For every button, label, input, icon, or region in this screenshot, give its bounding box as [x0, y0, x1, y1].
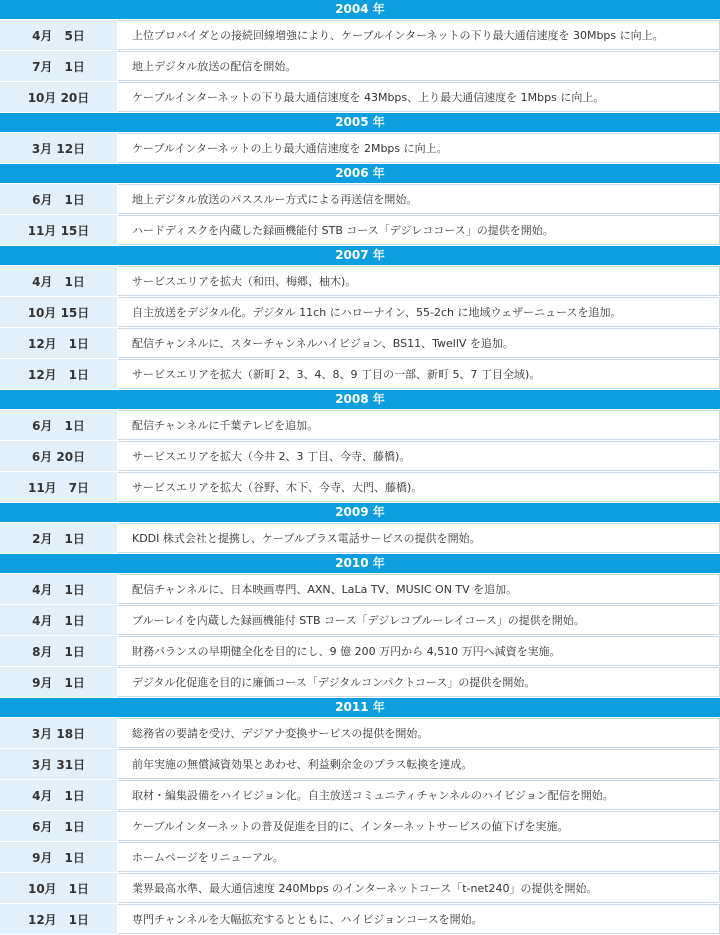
- event-row: [0, 441, 720, 472]
- event-description: サービスエリアを拡大（今井 2、3 丁目、今寺、藤橋)。: [118, 441, 720, 471]
- year-section: [0, 698, 720, 935]
- year-header: 2005 年: [0, 113, 720, 133]
- event-row: [0, 359, 720, 390]
- event-date: 4月 1日: [0, 266, 118, 296]
- event-date: 8月 1日: [0, 636, 118, 666]
- event-row: [0, 667, 720, 698]
- year-header: 2004 年: [0, 0, 720, 20]
- event-row: [0, 842, 720, 873]
- event-description: 自主放送をデジタル化。デジタル 11ch にハローナイン、55-2ch に地域ウェザーニュースを追加。: [118, 297, 720, 327]
- event-description: ケーブルインターネットの上り最大通信速度を 2Mbps に向上。: [118, 133, 720, 163]
- event-description: サービスエリアを拡大（谷野、木下、今寺、大門、藤橋)。: [118, 472, 720, 502]
- event-date: 11月 7日: [0, 472, 118, 502]
- event-date: 10月 15日: [0, 297, 118, 327]
- event-description: 前年実施の無償減資効果とあわせ、利益剰余金のプラス転換を達成。: [118, 749, 720, 779]
- event-date: 4月 1日: [0, 605, 118, 635]
- event-row: [0, 718, 720, 749]
- year-section: [0, 246, 720, 390]
- event-description: 専門チャンネルを大幅拡充するとともに、ハイビジョンコースを開始。: [118, 904, 720, 934]
- year-section: [0, 164, 720, 246]
- event-row: [0, 636, 720, 667]
- event-description: 総務省の要請を受け、デジアナ変換サービスの提供を開始。: [118, 718, 720, 748]
- event-row: [0, 133, 720, 164]
- year-header: 2009 年: [0, 503, 720, 523]
- event-description: ケーブルインターネットの下り最大通信速度を 43Mbps、上り最大通信速度を 1Mbps に向上。: [118, 82, 720, 112]
- event-date: 6月 1日: [0, 410, 118, 440]
- event-date: 3月 18日: [0, 718, 118, 748]
- year-header: 2006 年: [0, 164, 720, 184]
- event-description: KDDI 株式会社と提携し、ケーブルプラス電話サービスの提供を開始。: [118, 523, 720, 553]
- event-date: 7月 1日: [0, 51, 118, 81]
- year-header: 2011 年: [0, 698, 720, 718]
- event-description: 配信チャンネルに、日本映画専門、AXN、LaLa TV、MUSIC ON TV を追加。: [118, 574, 720, 604]
- event-row: [0, 51, 720, 82]
- event-row: [0, 215, 720, 246]
- event-description: 配信チャンネルに、スターチャンネルハイビジョン、BS11、TwellV を追加。: [118, 328, 720, 358]
- event-date: 4月 1日: [0, 574, 118, 604]
- event-row: [0, 328, 720, 359]
- event-description: 上位プロバイダとの接続回線増強により、ケーブルインターネットの下り最大通信速度を 30Mbps に向上。: [118, 20, 720, 50]
- event-description: 取材・編集設備をハイビジョン化。自主放送コミュニティチャンネルのハイビジョン配信を開始。: [118, 780, 720, 810]
- event-row: [0, 472, 720, 503]
- event-description: サービスエリアを拡大（新町 2、3、4、8、9 丁目の一部、新町 5、7 丁目全域)。: [118, 359, 720, 389]
- event-description: ホームページをリニューアル。: [118, 842, 720, 872]
- event-date: 6月 20日: [0, 441, 118, 471]
- event-row: [0, 780, 720, 811]
- event-row: [0, 749, 720, 780]
- event-description: 業界最高水準、最大通信速度 240Mbps のインターネットコース「t-net240」の提供を開始。: [118, 873, 720, 903]
- event-date: 9月 1日: [0, 667, 118, 697]
- year-section: [0, 0, 720, 113]
- event-row: [0, 82, 720, 113]
- year-header: 2007 年: [0, 246, 720, 266]
- event-date: 10月 1日: [0, 873, 118, 903]
- event-row: [0, 297, 720, 328]
- event-date: 10月 20日: [0, 82, 118, 112]
- event-row: [0, 873, 720, 904]
- year-section: [0, 390, 720, 503]
- year-header: 2010 年: [0, 554, 720, 574]
- year-section: [0, 503, 720, 554]
- event-row: [0, 410, 720, 441]
- event-row: [0, 605, 720, 636]
- event-date: 9月 1日: [0, 842, 118, 872]
- event-date: 4月 5日: [0, 20, 118, 50]
- event-row: [0, 184, 720, 215]
- event-description: 財務バランスの早期健全化を目的にし、9 億 200 万円から 4,510 万円へ減資を実施。: [118, 636, 720, 666]
- event-date: 3月 12日: [0, 133, 118, 163]
- event-row: [0, 904, 720, 935]
- event-description: ケーブルインターネットの普及促進を目的に、インターネットサービスの値下げを実施。: [118, 811, 720, 841]
- year-section: [0, 113, 720, 164]
- event-description: ブルーレイを内蔵した録画機能付 STB コース「デジレコブルーレイコース」の提供を開始。: [118, 605, 720, 635]
- event-row: [0, 20, 720, 51]
- event-date: 12月 1日: [0, 328, 118, 358]
- event-date: 11月 15日: [0, 215, 118, 245]
- event-row: [0, 574, 720, 605]
- event-date: 4月 1日: [0, 780, 118, 810]
- event-date: 12月 1日: [0, 904, 118, 934]
- event-row: [0, 266, 720, 297]
- event-date: 2月 1日: [0, 523, 118, 553]
- event-description: ハードディスクを内蔵した録画機能付 STB コース「デジレココース」の提供を開始。: [118, 215, 720, 245]
- event-description: 地上デジタル放送のパススルー方式による再送信を開始。: [118, 184, 720, 214]
- event-description: サービスエリアを拡大（和田、梅郷、柚木)。: [118, 266, 720, 296]
- event-description: デジタル化促進を目的に廉価コース「デジタルコンパクトコース」の提供を開始。: [118, 667, 720, 697]
- event-date: 3月 31日: [0, 749, 118, 779]
- event-date: 12月 1日: [0, 359, 118, 389]
- year-section: [0, 554, 720, 698]
- event-date: 6月 1日: [0, 811, 118, 841]
- event-date: 6月 1日: [0, 184, 118, 214]
- year-header: 2008 年: [0, 390, 720, 410]
- event-row: [0, 811, 720, 842]
- event-description: 配信チャンネルに千葉テレビを追加。: [118, 410, 720, 440]
- event-description: 地上デジタル放送の配信を開始。: [118, 51, 720, 81]
- event-row: [0, 523, 720, 554]
